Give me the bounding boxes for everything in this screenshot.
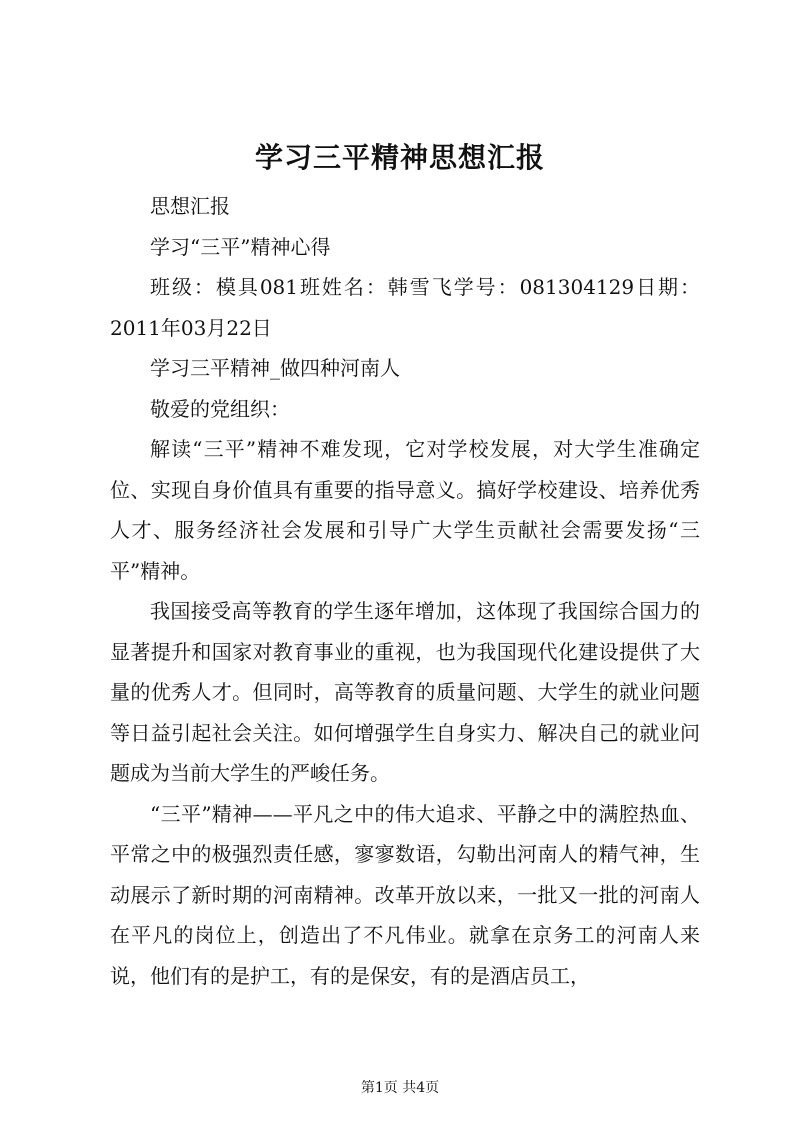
paragraph-heading: 思想汇报 xyxy=(150,194,230,218)
page-footer: 第1页 共4页 xyxy=(360,1080,440,1096)
paragraph-body-3: “三平”精神——平凡之中的伟大追求、平静之中的满腔热血、平常之中的极强烈责任感，寥寥数语，勾勒出河南人的精气神，生动展示了新时期的河南精神。改革开放以来，一批又一批的河南人在平凡的岗位上，创造出了不凡伟业。就拿在京务工的河南人来说，他们有的是护工，有的是保安，有的是酒店员工， xyxy=(110,801,700,988)
paragraph-salutation: 敬爱的党组织： xyxy=(150,396,290,421)
document-body xyxy=(110,186,700,996)
paragraph-topic: 学习三平精神_做四种河南人 xyxy=(150,356,400,380)
paragraph-body-2: 我国接受高等教育的学生逐年增加，这体现了我国综合国力的显著提升和国家对教育事业的重视，也为我国现代化建设提供了大量的优秀人才。但同时，高等教育的质量问题、大学生的就业问题等日益引起社会关注。如何增强学生自身实力、解决自己的就业问题成为当前大学生的严峻任务。 xyxy=(110,599,700,785)
paragraph-subtitle: 学习“三平”精神心得 xyxy=(150,234,331,259)
document-title: 学习三平精神思想汇报 xyxy=(254,141,545,174)
paragraph-body-1: 解读“三平”精神不难发现，它对学校发展，对大学生准确定位、实现自身价值具有重要的指导意义。搞好学校建设、培养优秀人才、服务经济社会发展和引导广大学生贡献社会需要发扬“三平”精神。 xyxy=(110,437,700,583)
paragraph-student-info: 班级：模具081班姓名：韩雪飞学号：081304129日期：2011年03月22日 xyxy=(110,275,700,340)
